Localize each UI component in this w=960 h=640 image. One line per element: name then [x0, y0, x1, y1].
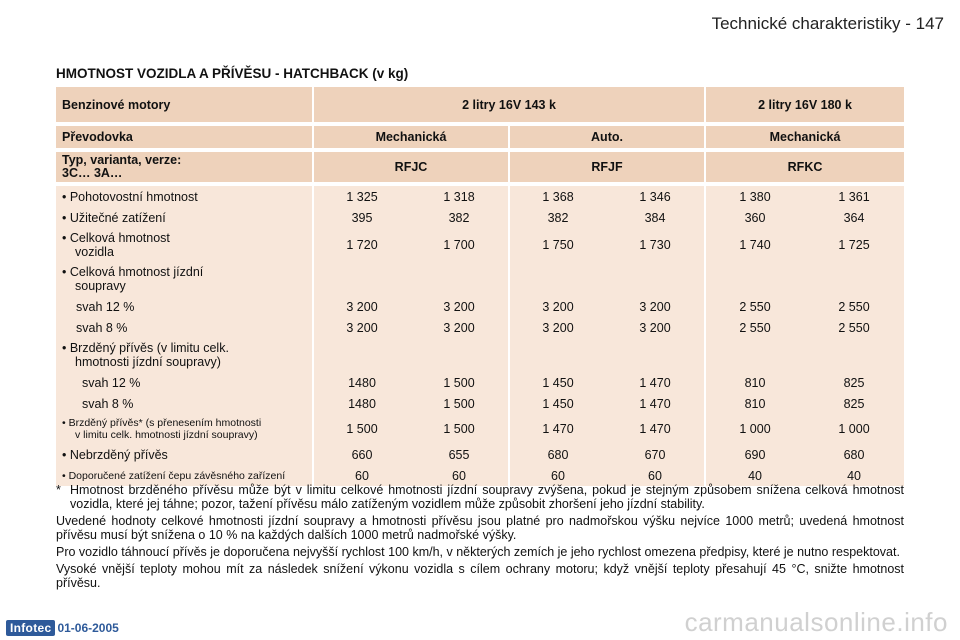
row-label-line2: soupravy	[75, 279, 126, 293]
row-value: 382	[410, 207, 508, 228]
engine-143: 2 litry 16V 143 k	[312, 87, 704, 122]
row-label-line1: svah 12 %	[82, 375, 141, 390]
row-value: 3 200	[312, 317, 410, 338]
row-label-line1: svah 8 %	[82, 396, 134, 411]
weight-spec-table	[56, 87, 904, 486]
gearbox-2: Auto.	[508, 126, 704, 148]
note-altitude: Uvedené hodnoty celkové hmotnosti jízdní soupravy a hmotnosti přívěsu jsou platné pro nadmořskou výšku nejvíce 1000 metrů; uvedená hmotnost přívěsu musí být snížena o 10 % na každých dalších 1000 metrů nadmořské výšky.	[56, 514, 904, 542]
row-value	[804, 338, 904, 372]
notes	[56, 483, 904, 593]
watermark: carmanualsonline.info	[684, 607, 948, 637]
row-value: 1 500	[410, 393, 508, 414]
row-value: 1 000	[704, 414, 804, 444]
row-value: 360	[704, 207, 804, 228]
row-value: 384	[606, 207, 704, 228]
row-label	[56, 262, 312, 296]
row-label-line2: vozidla	[75, 245, 114, 259]
row-value: 1 470	[606, 393, 704, 414]
row-label	[56, 228, 312, 262]
table-row	[56, 393, 904, 414]
row-value: 60	[508, 465, 606, 486]
section-title: HMOTNOST VOZIDLA A PŘÍVĚSU - HATCHBACK (v kg)	[56, 66, 409, 81]
row-value: 3 200	[312, 296, 410, 317]
row-label	[56, 372, 312, 393]
row-value: 1 325	[312, 186, 410, 207]
type-3: RFKC	[704, 152, 904, 182]
table-row	[56, 228, 904, 262]
row-value	[410, 262, 508, 296]
row-value: 60	[410, 465, 508, 486]
table-row	[56, 338, 904, 372]
row-label-line1: • Brzděný přívěs (v limitu celk.	[62, 341, 229, 355]
row-value: 1 730	[606, 228, 704, 262]
row-value	[410, 338, 508, 372]
table-row	[56, 207, 904, 228]
row-value: 3 200	[508, 317, 606, 338]
row-value: 1 361	[804, 186, 904, 207]
row-value: 2 550	[804, 317, 904, 338]
footer-date: 01-06-2005	[57, 621, 119, 635]
type-header-row	[56, 152, 904, 182]
row-value: 1 470	[606, 414, 704, 444]
row-value: 364	[804, 207, 904, 228]
row-label	[56, 186, 312, 207]
table-body	[56, 186, 904, 486]
row-label-line1: • Nebrzděný přívěs	[62, 447, 168, 462]
row-label-line1: svah 8 %	[76, 320, 128, 335]
row-value	[508, 262, 606, 296]
gearbox-3: Mechanická	[704, 126, 904, 148]
row-value: 3 200	[410, 317, 508, 338]
row-value: 1 750	[508, 228, 606, 262]
row-value	[704, 338, 804, 372]
row-value: 680	[804, 444, 904, 465]
row-value: 810	[704, 393, 804, 414]
row-value: 1 700	[410, 228, 508, 262]
row-label	[56, 296, 312, 317]
row-value: 2 550	[704, 296, 804, 317]
footnote	[56, 483, 904, 511]
table-row	[56, 296, 904, 317]
row-value: 825	[804, 393, 904, 414]
row-value: 40	[704, 465, 804, 486]
row-value: 1 500	[410, 372, 508, 393]
row-value: 1 450	[508, 372, 606, 393]
note-temperature: Vysoké vnější teploty mohou mít za následek snížení výkonu vozidla s cílem ochrany motoru; když vnější teploty přesahují 45 °C, snižte hmotnost přívěsu.	[56, 562, 904, 590]
row-value: 2 550	[704, 317, 804, 338]
row-value: 670	[606, 444, 704, 465]
table-row	[56, 444, 904, 465]
row-value: 810	[704, 372, 804, 393]
row-value: 1 470	[508, 414, 606, 444]
row-label	[56, 207, 312, 228]
row-value: 660	[312, 444, 410, 465]
row-value: 1 380	[704, 186, 804, 207]
row-value: 655	[410, 444, 508, 465]
table-row	[56, 317, 904, 338]
row-value: 3 200	[508, 296, 606, 317]
row-label-line2: hmotnosti jízdní soupravy)	[75, 355, 221, 369]
table-row	[56, 372, 904, 393]
row-value: 680	[508, 444, 606, 465]
row-value	[704, 262, 804, 296]
row-label-line2: v limitu celk. hmotnosti jízdní soupravy)	[75, 429, 258, 441]
row-value	[804, 262, 904, 296]
row-value: 1 740	[704, 228, 804, 262]
footnote-text: Hmotnost brzděného přívěsu může být v limitu celkové hmotnosti jízdní soupravy zvýšena, pokud je stejným způsobem snížena celková hmotnost vozidla, které jej táhne; pozor, tažení přívěsu málo zatíženým vozidlem může způsobit zhoršení jeho jízdní stability.	[70, 483, 904, 511]
row-value: 1 000	[804, 414, 904, 444]
row-label	[56, 338, 312, 372]
row-label-line1: • Celková hmotnost	[62, 231, 170, 245]
table-row	[56, 262, 904, 296]
footer	[6, 620, 119, 636]
row-label-line1: • Celková hmotnost jízdní	[62, 265, 204, 279]
row-value	[312, 262, 410, 296]
row-value: 60	[312, 465, 410, 486]
engine-label: Benzinové motory	[56, 87, 312, 122]
engine-header-row	[56, 87, 904, 122]
engine-180: 2 litry 16V 180 k	[704, 87, 904, 122]
row-label	[56, 393, 312, 414]
footnote-star: *	[56, 483, 61, 497]
row-label	[56, 414, 312, 444]
infotec-logo: Infotec	[6, 620, 55, 636]
row-value: 382	[508, 207, 606, 228]
table-row	[56, 186, 904, 207]
row-label-line1: • Pohotovostní hmotnost	[62, 189, 198, 204]
type-2: RFJF	[508, 152, 704, 182]
row-value: 395	[312, 207, 410, 228]
row-value: 825	[804, 372, 904, 393]
gearbox-header-row	[56, 126, 904, 148]
row-value: 1 725	[804, 228, 904, 262]
row-value	[606, 262, 704, 296]
type-label	[56, 152, 312, 182]
row-value: 1480	[312, 372, 410, 393]
note-speed: Pro vozidlo táhnoucí přívěs je doporučena nejvyšší rychlost 100 km/h, v některých zemích je jeho rychlost omezena předpisy, které je nutno respektovat.	[56, 545, 900, 559]
row-label-line1: • Doporučené zatížení čepu závěsného zařízení	[62, 469, 286, 482]
row-value: 2 550	[804, 296, 904, 317]
row-value: 1 318	[410, 186, 508, 207]
page-header-title: Technické charakteristiky - 147	[711, 14, 944, 33]
row-value: 1 500	[410, 414, 508, 444]
row-value: 1 500	[312, 414, 410, 444]
row-label-line1: • Brzděný přívěs* (s přenesením hmotnosti	[62, 417, 262, 429]
row-value: 690	[704, 444, 804, 465]
row-value: 1480	[312, 393, 410, 414]
row-value: 3 200	[606, 296, 704, 317]
row-value: 60	[606, 465, 704, 486]
row-value: 3 200	[410, 296, 508, 317]
row-label-line1: svah 12 %	[76, 299, 135, 314]
row-value: 1 470	[606, 372, 704, 393]
table-row	[56, 414, 904, 444]
row-label	[56, 444, 312, 465]
row-value: 1 346	[606, 186, 704, 207]
row-label-line1: • Užitečné zatížení	[62, 210, 166, 225]
row-value: 40	[804, 465, 904, 486]
row-value	[508, 338, 606, 372]
type-label-line2: 3C… 3A…	[62, 166, 123, 180]
row-value: 3 200	[606, 317, 704, 338]
type-1: RFJC	[312, 152, 508, 182]
gearbox-label: Převodovka	[56, 126, 312, 148]
row-value	[606, 338, 704, 372]
gearbox-1: Mechanická	[312, 126, 508, 148]
row-label	[56, 317, 312, 338]
row-value: 1 450	[508, 393, 606, 414]
type-label-line1: Typ, varianta, verze:	[62, 153, 182, 167]
row-value: 1 368	[508, 186, 606, 207]
row-value: 1 720	[312, 228, 410, 262]
row-value	[312, 338, 410, 372]
